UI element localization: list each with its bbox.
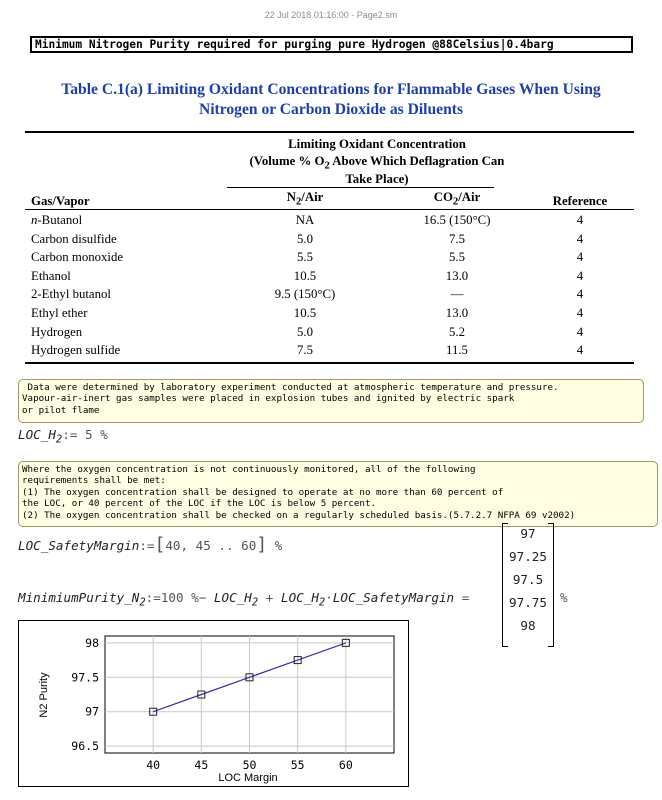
table-cell-n2: NA (295, 213, 315, 227)
chart-container (18, 620, 409, 787)
group-header-line2: (Volume % $O_2$ Above Which Deflagration Can (249, 154, 505, 172)
table-cell-reference: 4 (576, 306, 584, 320)
col-header-n2: $N_2$/Air (286, 190, 324, 208)
result-vector (502, 523, 554, 645)
table-cell-co2: 11.5 (446, 343, 468, 358)
x-tick-label: 55 (290, 758, 305, 772)
table-cell-gas: Ethyl ether (31, 306, 88, 320)
table-caption-line1: Table C.1(a) Limiting Oxidant Concentrations for Flammable Gases When Using (61, 81, 601, 98)
note-nfpa-requirements: Where the oxygen concentration is not continuously monitored, all of the following requirements shall be met: (1) The oxygen concentration shall be designed to operate at no more than 60 percent of the LOC, or 40 percent of the LOC if the LOC is below 5 percent. (2) The oxygen concentration shall be checked on a regularly scheduled basis.(5.7.2.7 NFPA 69 v2002) (18, 461, 658, 527)
table-cell-reference: 4 (576, 231, 584, 246)
table-cell-n2: 9.5 (150°C) (274, 287, 336, 302)
note-experiment: Data were determined by laboratory experiment conducted at atmospheric temperature and pressure. Vapour-air-inert gas samples were placed in explosion tubes and ignited by electric spark or pilot flame (18, 379, 644, 423)
table-group-rule (227, 187, 494, 188)
table-cell-n2: 10.5 (293, 268, 317, 283)
table-cell-co2: 16.5 (150°C) (423, 213, 491, 227)
col-header-co2: $CO_2$/Air (433, 190, 481, 208)
table-cell-co2: 13.0 (445, 268, 469, 283)
table-cell-gas: Hydrogen (31, 324, 83, 339)
table-cell-reference: 4 (576, 343, 584, 358)
x-tick-label: 40 (146, 758, 161, 772)
y-axis-label: N2 Purity (38, 672, 50, 718)
table-cell-co2: 5.2 (449, 324, 465, 339)
page-header-timestamp: 22 Jul 2018 01:16:00 - Page2.sm (264, 10, 398, 20)
table-cell-reference: 4 (576, 268, 584, 283)
table-cell-reference: 4 (576, 250, 584, 265)
table-cell-gas: n-Butanol (31, 213, 83, 227)
result-unit: % (560, 590, 568, 605)
table-caption (0, 80, 662, 120)
group-header-line1: Limiting Oxidant Concentration (288, 137, 466, 151)
table-top-rule (25, 131, 634, 133)
loc-safety-margin-definition: LOC_SafetyMargin:=[40, 45 .. 60] % (18, 534, 283, 555)
y-tick-label: 97 (85, 704, 99, 719)
table-cell-n2: 5.5 (297, 250, 313, 265)
table-cell-n2: 7.5 (297, 343, 313, 358)
table-cell-co2: 13.0 (445, 306, 469, 320)
table-cell-gas: Hydrogen sulfide (31, 343, 121, 358)
table-cell-reference: 4 (576, 287, 584, 302)
table-cell-gas: Carbon disulfide (31, 231, 117, 246)
result-value: 97 (520, 526, 536, 541)
col-header-gas: Gas/Vapor (31, 194, 90, 208)
loc-h2-definition: $LOC\_H_2:= 5$ % (18, 427, 108, 446)
table-cell-co2: — (450, 287, 464, 302)
result-value: 98 (520, 618, 536, 633)
table-cell-co2: 7.5 (449, 231, 465, 246)
page-title: Minimum Nitrogen Purity required for purging pure Hydrogen @88Celsius|0.4barg (30, 36, 633, 53)
table-caption-line2: Nitrogen or Carbon Dioxide as Diluents (198, 101, 464, 118)
min-purity-formula: $MinimiumPurity\_N_2:=100$ %− $LOC\_H_2$ + $LOC\_H_2\cdot LOC\_SafetyMargin$ = (18, 590, 470, 609)
x-axis-label: LOC Margin (218, 772, 278, 784)
table-bottom-rule (25, 362, 634, 364)
table-cell-n2: 5.0 (297, 324, 313, 339)
x-tick-label: 45 (194, 758, 209, 772)
table-cell-reference: 4 (576, 324, 584, 339)
y-tick-label: 98 (85, 635, 99, 650)
group-header-line3: Take Place) (345, 172, 409, 186)
table-cell-n2: 10.5 (293, 306, 317, 320)
x-tick-label: 50 (242, 758, 257, 772)
table-cell-gas: Carbon monoxide (31, 250, 124, 265)
table-cell-n2: 5.0 (297, 231, 313, 246)
purity-chart (19, 621, 408, 786)
table-cell-co2: 5.5 (449, 250, 465, 265)
result-value: 97.75 (509, 595, 547, 610)
table-cell-gas: Ethanol (31, 268, 71, 283)
y-tick-label: 96.5 (71, 739, 99, 754)
col-header-reference: Reference (552, 194, 608, 208)
x-tick-label: 60 (338, 758, 353, 772)
result-value: 97.5 (512, 572, 544, 587)
table-cell-reference: 4 (576, 213, 584, 227)
y-tick-label: 97.5 (71, 670, 99, 685)
result-value: 97.25 (509, 549, 547, 564)
table-cell-gas: 2-Ethyl butanol (31, 287, 111, 302)
